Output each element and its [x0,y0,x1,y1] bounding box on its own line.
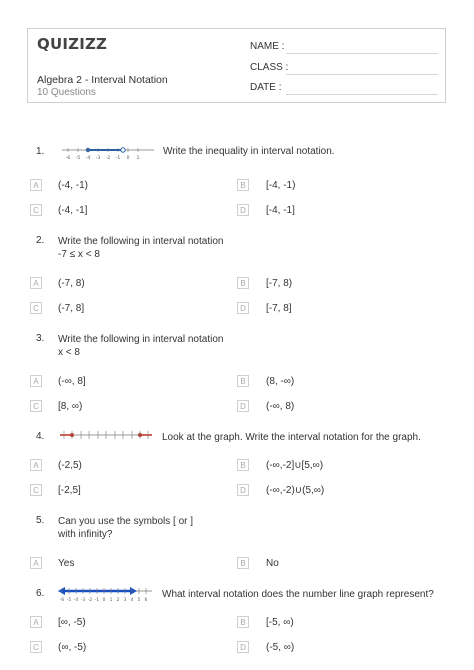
option-d-box[interactable]: D [237,204,249,216]
svg-text:-3: -3 [80,598,86,603]
question-text-line2: with infinity? [58,529,113,540]
option-d-box[interactable]: D [237,484,249,496]
svg-text:-4: -4 [85,156,91,161]
question-expression: x < 8 [58,347,80,358]
option-c-text: (-7, 8] [58,303,85,314]
option-b-text: [-4, -1) [266,180,296,191]
svg-text:-6: -6 [65,156,71,161]
question-number: 1. [36,146,45,157]
option-c-box[interactable]: C [30,302,42,314]
option-d-text: (-∞,-2)∪(5,∞) [266,485,325,496]
option-a-text: Yes [58,558,75,569]
option-d-text: (-∞, 8) [266,401,295,412]
svg-text:-2: -2 [87,598,93,603]
option-d-text: [-4, -1] [266,205,295,216]
option-a-text: [∞, -5) [58,617,86,628]
option-c-box[interactable]: C [30,204,42,216]
option-d-text: (-5, ∞) [266,642,295,653]
svg-text:0: 0 [126,156,130,161]
option-b-text: [-5, ∞) [266,617,294,628]
svg-text:3: 3 [123,598,127,603]
svg-text:1: 1 [109,598,113,603]
option-b-box[interactable]: B [237,616,249,628]
svg-text:-1: -1 [115,156,121,161]
option-d-text: [-7, 8] [266,303,292,314]
option-b-box[interactable]: B [237,277,249,289]
option-b-text: No [266,558,279,569]
date-label: DATE : [250,82,282,93]
svg-text:0: 0 [102,598,106,603]
svg-text:1: 1 [136,156,140,161]
question-text: Write the following in interval notation [58,236,224,247]
worksheet-header [27,28,446,103]
option-a-text: (-∞, 8] [58,376,86,387]
option-a-box[interactable]: A [30,375,42,387]
option-b-text: [-7, 8) [266,278,293,289]
option-d-box[interactable]: D [237,302,249,314]
question-expression: -7 ≤ x < 8 [58,249,100,260]
option-a-text: (-4, -1) [58,180,88,191]
question-text: Can you use the symbols [ or ] [58,516,194,527]
option-a-box[interactable]: A [30,616,42,628]
option-c-box[interactable]: C [30,400,42,412]
option-b-box[interactable]: B [237,557,249,569]
svg-text:-6: -6 [59,598,65,603]
date-field[interactable] [286,94,438,95]
option-d-box[interactable]: D [237,641,249,653]
question-number: 3. [36,333,45,344]
number-line-q6 [56,583,154,603]
worksheet-title: Algebra 2 - Interval Notation [37,74,168,86]
option-a-text: (-2,5) [58,460,82,471]
option-c-box[interactable]: C [30,641,42,653]
option-b-text: (-∞,-2]∪[5,∞) [266,460,324,471]
option-c-text: [8, ∞) [58,401,83,412]
open-endpoint [121,148,125,152]
number-line-q4 [58,428,154,442]
option-c-text: (∞, -5) [58,642,87,653]
svg-text:6: 6 [144,598,148,603]
svg-text:-4: -4 [73,598,79,603]
number-line-q1 [60,143,156,161]
option-d-box[interactable]: D [237,400,249,412]
option-a-box[interactable]: A [30,277,42,289]
option-a-box[interactable]: A [30,179,42,191]
option-c-text: (-4, -1] [58,205,88,216]
option-b-box[interactable]: B [237,459,249,471]
svg-text:-1: -1 [94,598,100,603]
svg-text:4: 4 [130,598,134,603]
question-number: 6. [36,588,45,599]
svg-text:-3: -3 [95,156,101,161]
question-number: 2. [36,235,45,246]
svg-text:5: 5 [137,598,141,603]
question-number: 5. [36,515,45,526]
question-count: 10 Questions [37,87,96,98]
option-b-box[interactable]: B [237,179,249,191]
option-b-text: (8, -∞) [266,376,295,387]
right-arrow-icon [130,587,137,595]
question-text: Write the following in interval notation [58,334,224,345]
name-field[interactable] [286,53,438,54]
class-label: CLASS : [250,62,289,73]
left-arrow-icon [58,587,65,595]
class-field[interactable] [286,74,438,75]
option-b-box[interactable]: B [237,375,249,387]
option-c-box[interactable]: C [30,484,42,496]
option-c-text: [-2,5] [58,485,81,496]
question-text: What interval notation does the number line graph represent? [162,589,434,600]
quizizz-logo: QUIZIZZ [37,35,108,53]
option-a-text: (-7, 8) [58,278,85,289]
option-a-box[interactable]: A [30,557,42,569]
question-text: Write the inequality in interval notation. [163,146,335,157]
svg-text:2: 2 [116,598,120,603]
svg-text:-2: -2 [105,156,111,161]
svg-text:-5: -5 [75,156,81,161]
option-a-box[interactable]: A [30,459,42,471]
question-number: 4. [36,431,45,442]
name-label: NAME : [250,41,285,52]
svg-text:-5: -5 [66,598,72,603]
question-text: Look at the graph. Write the interval notation for the graph. [162,432,421,443]
